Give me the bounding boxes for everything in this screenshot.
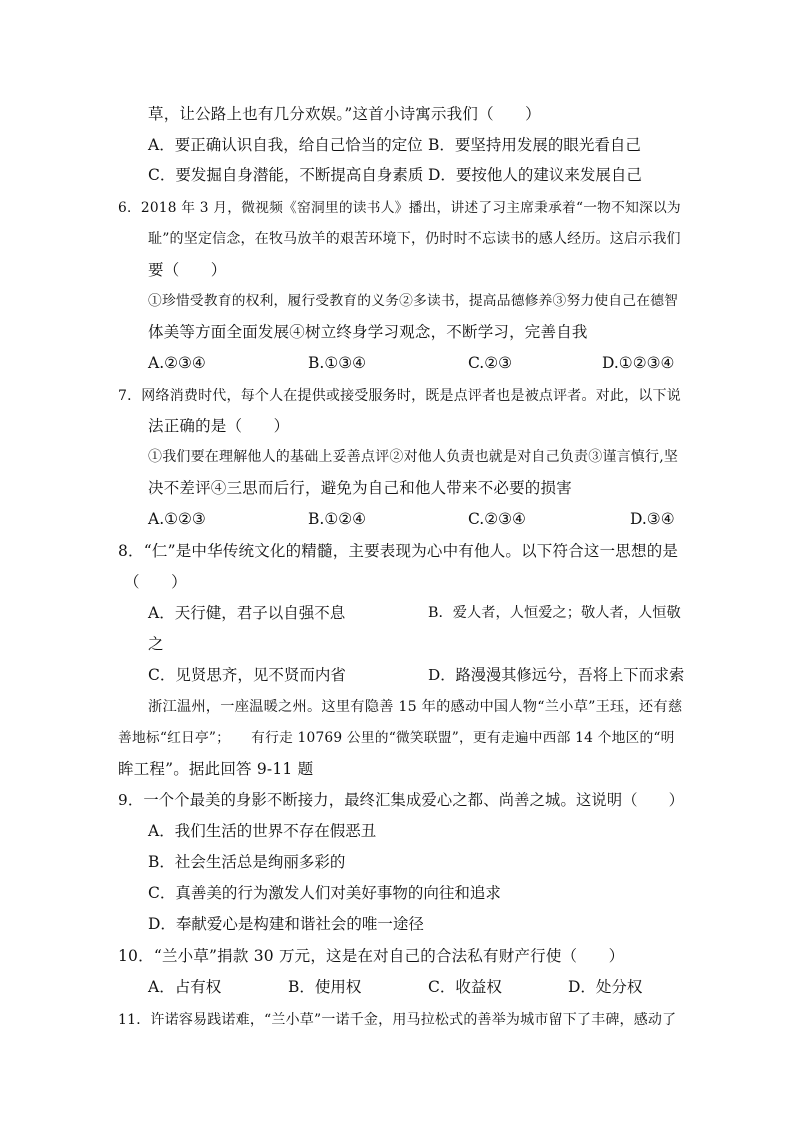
q7-option-d: D.③④ bbox=[630, 510, 675, 528]
q10-option-c: C．收益权 bbox=[428, 978, 502, 996]
q8-stem-line-1: 8．“仁”是中华传统文化的精髓，主要表现为心中有他人。以下符合这一思想的是 bbox=[118, 542, 679, 560]
q5-option-a: A．要正确认识自我，给自己恰当的定位 bbox=[148, 136, 423, 154]
q10-option-d: D．处分权 bbox=[568, 978, 643, 996]
material-line-2: 善地标“红日亭”； 有行走 10769 公里的“微笑联盟”，更有走遍中西部 14 个地区的“明 bbox=[118, 730, 675, 746]
material-line-1: 浙江温州，一座温暖之州。这里有隐善 15 年的感动中国人物“兰小草”王珏，还有慈 bbox=[148, 699, 683, 715]
q8-stem-line-2: （ ） bbox=[124, 573, 187, 591]
q9-stem: 9．一个个最美的身影不断接力，最终汇集成爱心之都、尚善之城。这说明（ ） bbox=[118, 791, 685, 809]
q6-stem-line-2: 耻”的坚定信念，在牧马放羊的艰苦环境下，仍时时不忘读书的感人经历。这启示我们 bbox=[148, 231, 681, 247]
q8-option-b: B．爱人者，人恒爱之；敬人者，人恒敬 bbox=[428, 605, 681, 621]
q5-option-b: B．要坚持用发展的眼光看自己 bbox=[428, 136, 641, 154]
q8-option-a: A．天行健，君子以自强不息 bbox=[148, 604, 346, 622]
q6-option-a: A.②③④ bbox=[148, 354, 206, 372]
q8-option-c: C．见贤思齐，见不贤而内省 bbox=[148, 666, 346, 684]
q5-option-c: C．要发掘自身潜能，不断提高自身素质 bbox=[148, 166, 424, 184]
q9-option-a: A．我们生活的世界不存在假恶丑 bbox=[148, 822, 377, 840]
q6-statements-line-2: 体美等方面全面发展④树立终身学习观念，不断学习，完善自我 bbox=[148, 323, 588, 341]
q9-option-d: D．奉献爱心是构建和谐社会的唯一途径 bbox=[148, 915, 424, 933]
q7-option-b: B.①②④ bbox=[308, 510, 367, 528]
q10-option-a: A．占有权 bbox=[148, 978, 222, 996]
q6-statements-line-1: ①珍惜受教育的权利，履行受教育的义务②多读书，提高品德修养③努力使自己在德智 bbox=[148, 293, 679, 309]
q7-stem-line-2: 法正确的是（ ） bbox=[148, 417, 290, 435]
q9-option-b: B．社会生活总是绚丽多彩的 bbox=[148, 853, 346, 871]
q11-stem-line-1: 11．许诺容易践诺难，“兰小草”一诺千金，用马拉松式的善举为城市留下了丰碑，感动了 bbox=[118, 1012, 677, 1028]
q7-option-c: C.②③④ bbox=[468, 510, 526, 528]
q6-stem-line-1: 6．2018 年 3 月，微视频《窑洞里的读书人》播出，讲述了习主席秉承着“一物不知深以为 bbox=[118, 200, 681, 216]
q8-option-b-wrap: 之 bbox=[148, 635, 164, 653]
q6-option-c: C.②③ bbox=[468, 354, 513, 372]
q9-option-c: C．真善美的行为激发人们对美好事物的向往和追求 bbox=[148, 884, 501, 902]
q7-statements-line-1: ①我们要在理解他人的基础上妥善点评②对他人负责也就是对自己负责③谨言慎行,坚 bbox=[148, 449, 679, 465]
q7-option-a: A.①②③ bbox=[148, 510, 206, 528]
q8-option-d: D．路漫漫其修远兮，吾将上下而求索 bbox=[428, 666, 685, 684]
q10-option-b: B．使用权 bbox=[288, 978, 362, 996]
q10-stem: 10．“兰小草”捐款 30 万元，这是在对自己的合法私有财产行使（ ） bbox=[118, 947, 625, 965]
q7-statements-line-2: 决不差评④三思而后行，避免为自己和他人带来不必要的损害 bbox=[148, 479, 572, 497]
q5-stem-continuation: 草，让公路上也有几分欢娱。”这首小诗寓示我们（ ） bbox=[148, 105, 541, 123]
q6-stem-line-3: 要（ ） bbox=[148, 261, 227, 279]
q5-option-d: D．要按他人的建议来发展自己 bbox=[428, 166, 642, 184]
material-line-3: 眸工程”。据此回答 9-11 题 bbox=[118, 760, 314, 778]
q6-option-d: D.①②③④ bbox=[602, 354, 675, 372]
q6-option-b: B.①③④ bbox=[308, 354, 367, 372]
q7-stem-line-1: 7．网络消费时代，每个人在提供或接受服务时，既是点评者也是被点评者。对此，以下说 bbox=[118, 388, 681, 404]
